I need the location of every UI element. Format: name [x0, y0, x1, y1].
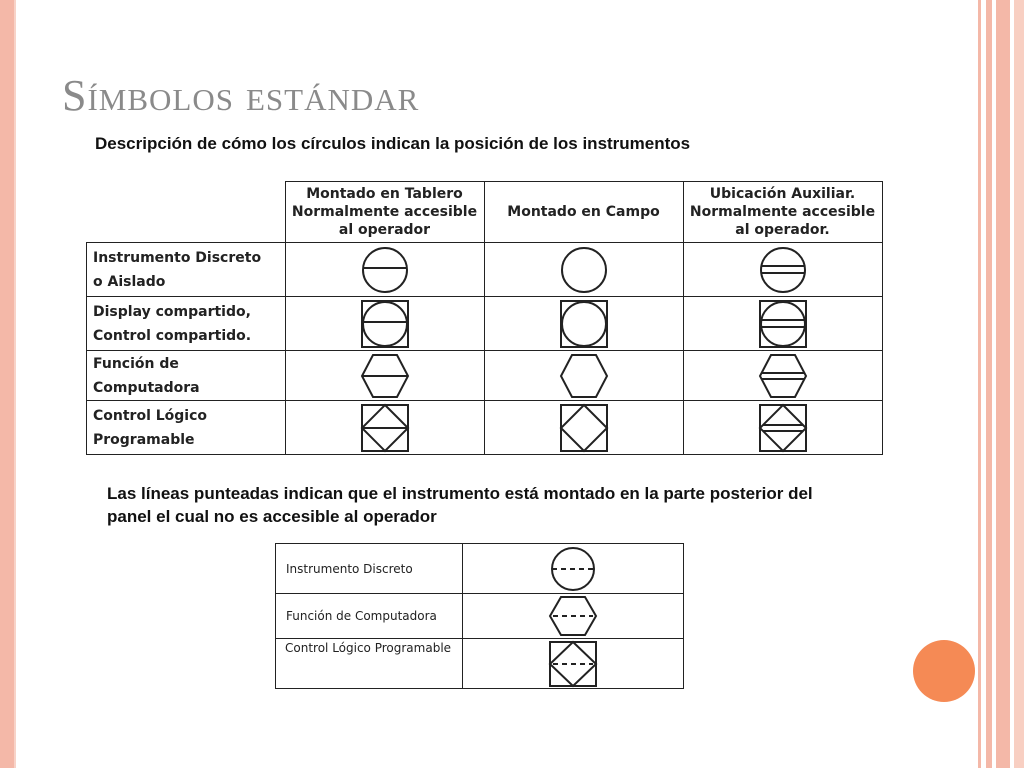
column-header-panel — [285, 182, 484, 243]
row-label-line: o Aislado — [93, 273, 166, 290]
table-row — [276, 594, 684, 639]
circle-double-line-symbol — [758, 245, 808, 295]
header-line: Montado en Campo — [507, 204, 660, 220]
row-label: Función de Computadora — [276, 594, 463, 639]
hexagon-solid-line-symbol — [360, 353, 410, 399]
slide-frame-right-stripe — [1014, 0, 1024, 768]
slide-frame-right-stripe — [986, 0, 992, 768]
slide-frame-left-inner — [14, 0, 16, 768]
header-line: al operador — [338, 222, 431, 238]
row-label — [87, 243, 286, 297]
row-label-line: Control Lógico — [93, 407, 208, 424]
square-diamond-dashed-line-symbol — [548, 640, 598, 688]
header-line: Normalmente accesible — [291, 204, 478, 220]
square-diamond-double-line-symbol — [758, 403, 808, 453]
slide-title: Símbolos estándar — [62, 71, 420, 120]
row-label-line: Computadora — [93, 379, 200, 396]
row-label: Instrumento Discreto — [276, 544, 463, 594]
header-line: al operador. — [735, 222, 830, 238]
row-label-line: Programable — [93, 431, 195, 448]
row-label: Control Lógico Programable — [276, 639, 463, 689]
slide-frame-right-stripe — [996, 0, 1010, 768]
square-diamond-solid-line-symbol — [360, 403, 410, 453]
square-circle-solid-line-symbol — [360, 299, 410, 349]
table-row — [276, 639, 684, 689]
slide-subtitle: Descripción de cómo los círculos indican la posición de los instrumentos — [95, 134, 691, 153]
header-line: Montado en Tablero — [306, 186, 463, 202]
symbols-table — [86, 181, 883, 455]
hexagon-dashed-line-symbol — [548, 595, 598, 637]
row-label — [87, 351, 286, 401]
square-circle-symbol — [559, 299, 609, 349]
circle-symbol — [559, 245, 609, 295]
row-label-line: Control compartido. — [93, 327, 252, 344]
row-label-line: Display compartido, — [93, 303, 251, 320]
table-row — [87, 351, 883, 401]
hexagon-double-line-symbol — [758, 353, 808, 399]
row-label — [87, 297, 286, 351]
square-diamond-symbol — [559, 403, 609, 453]
square-circle-double-line-symbol — [758, 299, 808, 349]
header-line: Normalmente accesible — [689, 204, 876, 220]
table-row — [87, 297, 883, 351]
table-row — [276, 544, 684, 594]
table-row — [87, 243, 883, 297]
column-header-auxiliary — [683, 182, 882, 243]
row-label-line: Función de — [93, 355, 179, 372]
table-row — [87, 401, 883, 455]
hexagon-symbol — [559, 353, 609, 399]
slide-frame-right-stripe — [978, 0, 981, 768]
row-label-line: Instrumento Discreto — [93, 249, 262, 266]
table-corner — [87, 182, 286, 243]
header-line: Ubicación Auxiliar. — [709, 186, 856, 202]
decorative-orange-circle — [913, 640, 975, 702]
column-header-field — [484, 182, 683, 243]
slide-frame-left — [0, 0, 14, 768]
circle-solid-line-symbol — [360, 245, 410, 295]
row-label — [87, 401, 286, 455]
dashed-symbols-table — [275, 543, 684, 689]
dashed-lines-note: Las líneas punteadas indican que el instrumento está montado en la parte posterior del panel el cual no es accesible al operador — [107, 484, 813, 526]
circle-dashed-line-symbol — [548, 546, 598, 592]
